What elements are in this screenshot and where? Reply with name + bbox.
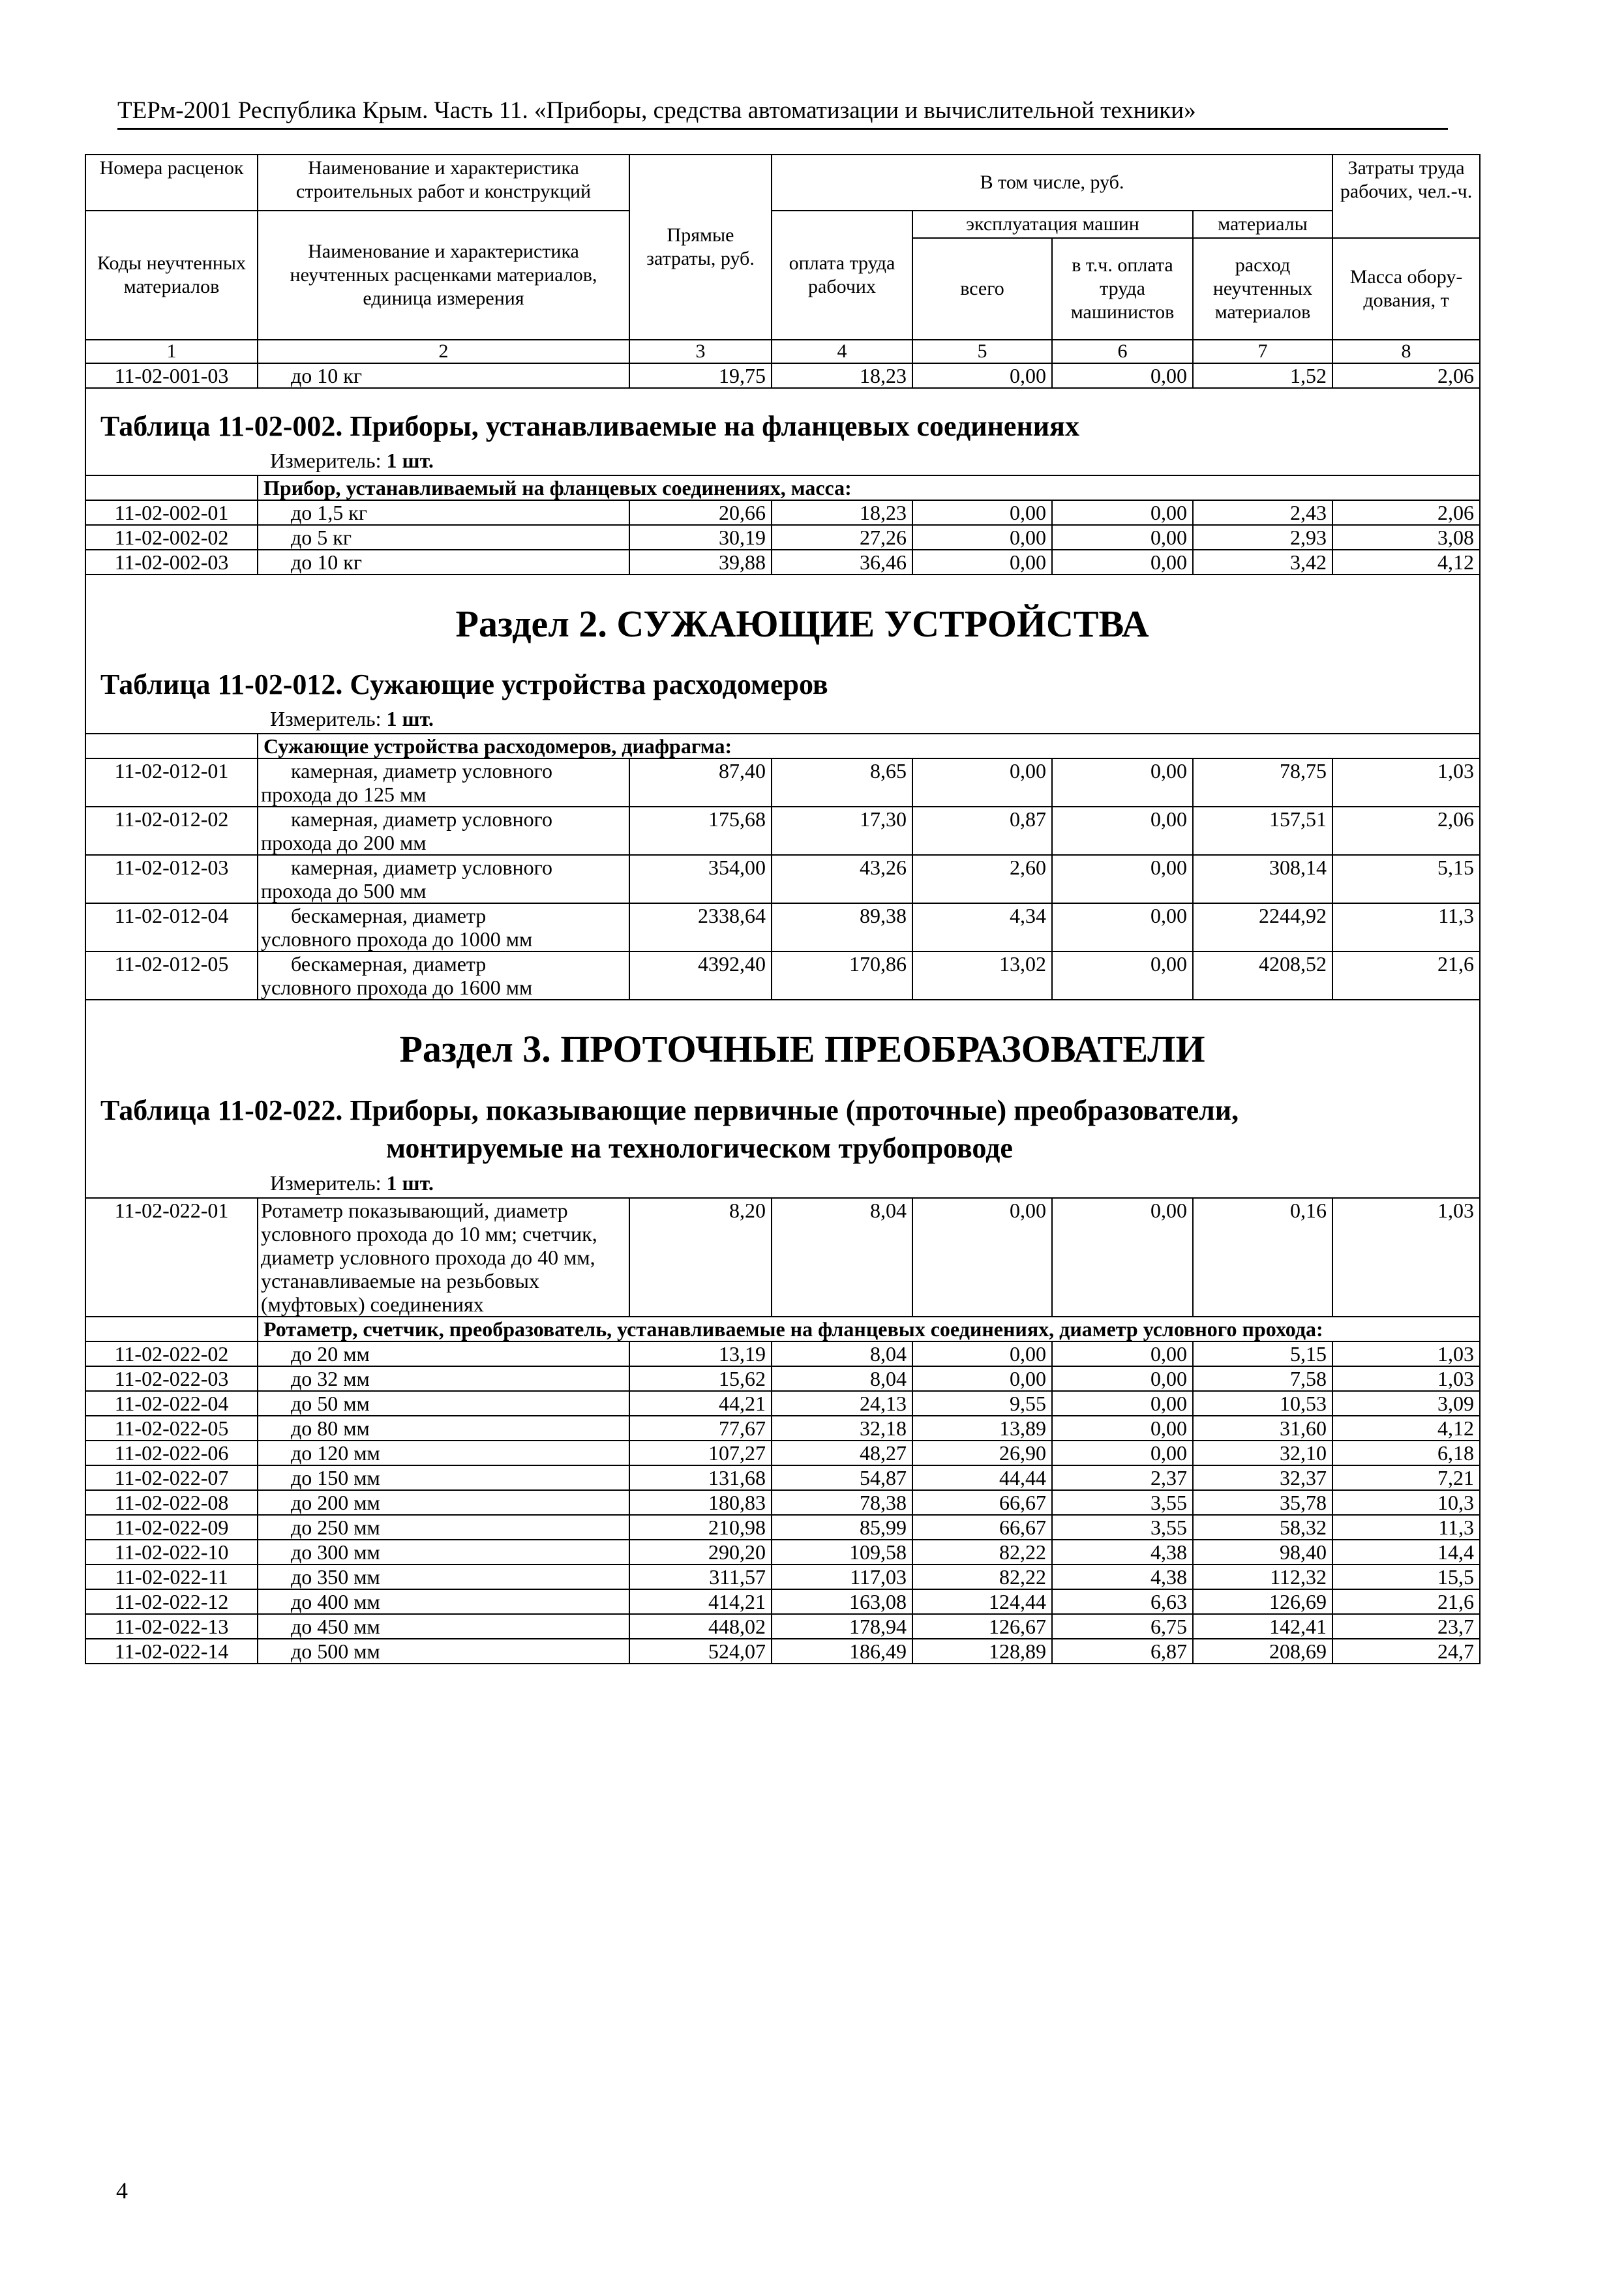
col3-header: Прямые затраты, руб. [629,155,772,340]
machinist-labor-cell: 3,55 [1052,1490,1193,1515]
group-label: Сужающие устройства расходомеров, диафрагма: [258,734,1480,758]
machinist-labor-cell: 6,87 [1052,1639,1193,1664]
name-cell: до 500 мм [258,1639,629,1664]
group-spacer [85,1317,258,1341]
labor-hours-cell: 11,3 [1332,1515,1480,1540]
machines-total-cell: 0,00 [912,550,1052,575]
machines-total-cell: 0,00 [912,758,1052,807]
labor-hours-cell: 5,15 [1332,855,1480,903]
machinist-labor-cell: 0,00 [1052,1366,1193,1391]
machines-total-cell: 82,22 [912,1540,1052,1564]
section-heading [85,575,1480,647]
code-cell: 11-02-022-04 [85,1391,258,1416]
col5-header: всего [912,238,1052,340]
table-row [85,1515,1480,1540]
name-cell [258,758,629,807]
direct-cost-cell: 290,20 [629,1540,772,1564]
labor-cost-cell: 48,27 [772,1441,912,1465]
labor-hours-cell: 2,06 [1332,807,1480,855]
materials-cell: 10,53 [1193,1391,1332,1416]
direct-cost-cell: 19,75 [629,363,772,388]
unit-row [85,447,1480,475]
name-cell: до 450 мм [258,1614,629,1639]
labor-hours-cell: 1,03 [1332,1198,1480,1317]
table-row [85,1198,1480,1317]
labor-hours-cell: 21,6 [1332,951,1480,1000]
table-row [85,1589,1480,1614]
name-cell: до 350 мм [258,1564,629,1589]
direct-cost-cell: 448,02 [629,1614,772,1639]
labor-hours-cell: 2,06 [1332,363,1480,388]
materials-cell: 31,60 [1193,1416,1332,1441]
table-row [85,525,1480,550]
labor-hours-cell: 3,09 [1332,1391,1480,1416]
machines-total-cell: 0,00 [912,363,1052,388]
col6-header: в т.ч. оплата труда машинистов [1052,238,1193,340]
table-row [85,807,1480,855]
table-row [85,1465,1480,1490]
labor-cost-cell: 117,03 [772,1564,912,1589]
labor-cost-cell: 78,38 [772,1490,912,1515]
labor-cost-cell: 54,87 [772,1465,912,1490]
name-line-2: условного прохода до 1000 мм [261,927,533,951]
table-row [85,1441,1480,1465]
column-number: 2 [258,340,629,363]
name-cell: до 300 мм [258,1540,629,1564]
rates-table [85,154,1481,1664]
labor-cost-cell: 27,26 [772,525,912,550]
machines-total-cell: 128,89 [912,1639,1052,1664]
labor-cost-cell: 8,04 [772,1198,912,1317]
name-cell: до 5 кг [258,525,629,550]
direct-cost-cell: 354,00 [629,855,772,903]
group-label: Ротаметр, счетчик, преобразователь, устанавливаемые на фланцевых соединениях, диаметр условного прохода: [258,1317,1480,1341]
code-cell: 11-02-001-03 [85,363,258,388]
labor-cost-cell: 170,86 [772,951,912,1000]
name-cell: до 200 мм [258,1490,629,1515]
machines-total-cell: 0,00 [912,1366,1052,1391]
machines-total-cell: 13,89 [912,1416,1052,1441]
labor-hours-cell: 4,12 [1332,550,1480,575]
column-number: 5 [912,340,1052,363]
table-row [85,1564,1480,1589]
code-cell: 11-02-012-05 [85,951,258,1000]
name-line-2: условного прохода до 1600 мм [261,976,533,999]
materials-cell: 58,32 [1193,1515,1332,1540]
code-cell: 11-02-012-04 [85,903,258,951]
code-cell: 11-02-012-02 [85,807,258,855]
unit-cell [85,447,1480,475]
col1-header-top: Номера расценок [85,155,258,211]
table-row [85,1391,1480,1416]
labor-hours-cell: 1,03 [1332,1341,1480,1366]
table-row [85,1366,1480,1391]
labor-cost-cell: 36,46 [772,550,912,575]
name-cell: до 120 мм [258,1441,629,1465]
name-cell: до 150 мм [258,1465,629,1490]
col4-header: оплата труда рабочих [772,211,912,340]
materials-cell: 78,75 [1193,758,1332,807]
direct-cost-cell: 77,67 [629,1416,772,1441]
direct-cost-cell: 524,07 [629,1639,772,1664]
machinist-labor-cell: 6,63 [1052,1589,1193,1614]
col8-header-top: Затраты труда рабочих, чел.-ч. [1332,155,1480,238]
direct-cost-cell: 44,21 [629,1391,772,1416]
labor-cost-cell: 89,38 [772,903,912,951]
group-row [85,734,1480,758]
machinist-labor-cell: 0,00 [1052,855,1193,903]
labor-cost-cell: 24,13 [772,1391,912,1416]
table-012-title [85,647,1480,706]
col1-header-bottom: Коды неучтенных материалов [85,211,258,340]
machines-total-cell: 0,87 [912,807,1052,855]
machines-total-cell: 0,00 [912,500,1052,525]
direct-cost-cell: 180,83 [629,1490,772,1515]
labor-cost-cell: 163,08 [772,1589,912,1614]
materials-cell: 35,78 [1193,1490,1332,1515]
group-row [85,1317,1480,1341]
column-number: 3 [629,340,772,363]
table-row [85,1490,1480,1515]
labor-cost-cell: 43,26 [772,855,912,903]
machinist-labor-cell: 0,00 [1052,951,1193,1000]
direct-cost-cell: 131,68 [629,1465,772,1490]
header-row-2 [85,211,1480,238]
materials-header: материалы [1193,211,1332,238]
labor-cost-cell: 186,49 [772,1639,912,1664]
materials-cell: 4208,52 [1193,951,1332,1000]
direct-cost-cell: 414,21 [629,1589,772,1614]
labor-hours-cell: 4,12 [1332,1416,1480,1441]
materials-cell: 142,41 [1193,1614,1332,1639]
direct-cost-cell: 311,57 [629,1564,772,1589]
code-cell: 11-02-022-13 [85,1614,258,1639]
materials-cell: 32,10 [1193,1441,1332,1465]
machinist-labor-cell: 4,38 [1052,1564,1193,1589]
name-cell [258,855,629,903]
code-cell: 11-02-002-02 [85,525,258,550]
name-cell: до 20 мм [258,1341,629,1366]
machinist-labor-cell: 0,00 [1052,903,1193,951]
labor-cost-cell: 109,58 [772,1540,912,1564]
materials-cell: 98,40 [1193,1540,1332,1564]
table-row [85,855,1480,903]
name-cell [258,903,629,951]
table-row [85,758,1480,807]
code-cell: 11-02-002-01 [85,500,258,525]
name-cell: до 400 мм [258,1589,629,1614]
section-title: Раздел 3. ПРОТОЧНЫЕ ПРЕОБРАЗОВАТЕЛИ [399,1028,1205,1070]
table-022-title [85,1072,1480,1170]
labor-cost-cell: 18,23 [772,363,912,388]
machinist-labor-cell: 3,55 [1052,1515,1193,1540]
table-row [85,550,1480,575]
direct-cost-cell: 2338,64 [629,903,772,951]
direct-cost-cell: 4392,40 [629,951,772,1000]
group-row [85,475,1480,500]
table-row [85,363,1480,388]
section-title: Раздел 2. СУЖАЮЩИЕ УСТРОЙСТВА [455,603,1149,645]
machinist-labor-cell: 4,38 [1052,1540,1193,1564]
table-row [85,1341,1480,1366]
name-cell: до 250 мм [258,1515,629,1540]
code-cell: 11-02-022-01 [85,1198,258,1317]
unit-label: Измеритель: [270,707,382,730]
machinist-labor-cell: 0,00 [1052,525,1193,550]
direct-cost-cell: 15,62 [629,1366,772,1391]
code-cell: 11-02-022-11 [85,1564,258,1589]
materials-cell: 1,52 [1193,363,1332,388]
materials-cell: 7,58 [1193,1366,1332,1391]
direct-cost-cell: 13,19 [629,1341,772,1366]
page-header: ТЕРм-2001 Республика Крым. Часть 11. «Приборы, средства автоматизации и вычислительной техники» [117,97,1448,130]
labor-hours-cell: 1,03 [1332,1366,1480,1391]
labor-hours-cell: 6,18 [1332,1441,1480,1465]
direct-cost-cell: 175,68 [629,807,772,855]
table-row [85,903,1480,951]
name-cell [258,951,629,1000]
code-cell: 11-02-022-08 [85,1490,258,1515]
name-line-1: камерная, диаметр условного [291,807,552,831]
code-cell: 11-02-022-14 [85,1639,258,1664]
labor-hours-cell: 15,5 [1332,1564,1480,1589]
column-number: 1 [85,340,258,363]
machines-total-cell: 0,00 [912,1341,1052,1366]
table-row [85,1614,1480,1639]
name-cell: до 80 мм [258,1416,629,1441]
labor-cost-cell: 8,04 [772,1366,912,1391]
code-cell: 11-02-022-07 [85,1465,258,1490]
labor-cost-cell: 17,30 [772,807,912,855]
name-cell: до 50 мм [258,1391,629,1416]
name-cell: до 1,5 кг [258,500,629,525]
unit-row [85,1170,1480,1198]
labor-hours-cell: 24,7 [1332,1639,1480,1664]
materials-cell: 2244,92 [1193,903,1332,951]
name-line-1: бескамерная, диаметр [291,904,487,927]
name-cell: Ротаметр показывающий, диаметр условного прохода до 10 мм; счетчик, диаметр условного прохода до 40 мм, устанавливаемые на резьбовых (муфтовых) соединениях [258,1198,629,1317]
included-header: В том числе, руб. [772,155,1332,211]
name-line-2: прохода до 500 мм [261,879,427,903]
direct-cost-cell: 8,20 [629,1198,772,1317]
table-title: Таблица 11-02-012. Сужающие устройства расходомеров [85,647,1480,706]
name-line-2: прохода до 200 мм [261,831,427,854]
section-heading [85,1000,1480,1072]
name-line-1: камерная, диаметр условного [291,856,552,879]
name-cell: до 10 кг [258,550,629,575]
direct-cost-cell: 20,66 [629,500,772,525]
machinist-labor-cell: 0,00 [1052,758,1193,807]
labor-cost-cell: 32,18 [772,1416,912,1441]
materials-cell: 157,51 [1193,807,1332,855]
labor-hours-cell: 7,21 [1332,1465,1480,1490]
labor-hours-cell: 23,7 [1332,1614,1480,1639]
table-title [85,1072,1480,1170]
code-cell: 11-02-022-12 [85,1589,258,1614]
col2-header-top: Наименование и характеристика строительных работ и конструкций [258,155,629,211]
machinist-labor-cell: 0,00 [1052,807,1193,855]
machines-total-cell: 13,02 [912,951,1052,1000]
page-number: 4 [116,2177,128,2204]
direct-cost-cell: 30,19 [629,525,772,550]
machinist-labor-cell: 6,75 [1052,1614,1193,1639]
code-cell: 11-02-012-01 [85,758,258,807]
group-label: Прибор, устанавливаемый на фланцевых соединениях, масса: [258,475,1480,500]
materials-cell: 5,15 [1193,1341,1332,1366]
machines-total-cell: 44,44 [912,1465,1052,1490]
code-cell: 11-02-022-05 [85,1416,258,1441]
column-numbers-row [85,340,1480,363]
column-number: 7 [1193,340,1332,363]
materials-cell: 2,43 [1193,500,1332,525]
header-row-1 [85,155,1480,211]
code-cell: 11-02-022-03 [85,1366,258,1391]
code-cell: 11-02-012-03 [85,855,258,903]
name-line-2: прохода до 125 мм [261,783,427,806]
unit-row [85,706,1480,734]
machinist-labor-cell: 0,00 [1052,1416,1193,1441]
column-number: 8 [1332,340,1480,363]
machines-total-cell: 82,22 [912,1564,1052,1589]
table-row [85,1639,1480,1664]
code-cell: 11-02-022-09 [85,1515,258,1540]
materials-cell: 32,37 [1193,1465,1332,1490]
name-cell: до 32 мм [258,1366,629,1391]
machines-total-cell: 0,00 [912,1198,1052,1317]
table-002-title [85,388,1480,447]
labor-hours-cell: 14,4 [1332,1540,1480,1564]
machinist-labor-cell: 0,00 [1052,1341,1193,1366]
unit-value: 1 шт. [386,449,434,472]
col8-header-bottom: Масса обору-дования, т [1332,238,1480,340]
table-row [85,951,1480,1000]
name-line-1: камерная, диаметр условного [291,759,552,783]
materials-cell: 126,69 [1193,1589,1332,1614]
materials-cell: 208,69 [1193,1639,1332,1664]
table-row [85,1540,1480,1564]
unit-value: 1 шт. [386,1171,434,1195]
name-cell: до 10 кг [258,363,629,388]
unit-value: 1 шт. [386,707,434,730]
labor-hours-cell: 21,6 [1332,1589,1480,1614]
materials-cell: 112,32 [1193,1564,1332,1589]
labor-hours-cell: 1,03 [1332,758,1480,807]
direct-cost-cell: 87,40 [629,758,772,807]
section-row [85,575,1480,647]
table-title: Таблица 11-02-002. Приборы, устанавливаемые на фланцевых соединениях [85,388,1480,447]
labor-hours-cell: 3,08 [1332,525,1480,550]
unit-cell [85,706,1480,734]
labor-cost-cell: 178,94 [772,1614,912,1639]
machines-total-cell: 66,67 [912,1515,1052,1540]
machinist-labor-cell: 0,00 [1052,550,1193,575]
machines-total-cell: 2,60 [912,855,1052,903]
labor-hours-cell: 2,06 [1332,500,1480,525]
machines-total-cell: 124,44 [912,1589,1052,1614]
labor-cost-cell: 8,04 [772,1341,912,1366]
name-cell [258,807,629,855]
machines-total-cell: 66,67 [912,1490,1052,1515]
column-number: 4 [772,340,912,363]
code-cell: 11-02-022-10 [85,1540,258,1564]
machinist-labor-cell: 0,00 [1052,363,1193,388]
materials-cell: 308,14 [1193,855,1332,903]
code-cell: 11-02-022-06 [85,1441,258,1465]
machines-header: эксплуатация машин [912,211,1193,238]
machines-total-cell: 26,90 [912,1441,1052,1465]
machines-total-cell: 4,34 [912,903,1052,951]
machinist-labor-cell: 2,37 [1052,1465,1193,1490]
unit-label: Измеритель: [270,1171,382,1195]
unit-label: Измеритель: [270,449,382,472]
col2-header-bottom: Наименование и характеристика неучтенных расценками материалов, единица измерения [258,211,629,340]
machines-total-cell: 126,67 [912,1614,1052,1639]
machinist-labor-cell: 0,00 [1052,1391,1193,1416]
section-row [85,1000,1480,1072]
machinist-labor-cell: 0,00 [1052,1198,1193,1317]
table-row [85,1416,1480,1441]
group-spacer [85,475,258,500]
title-line-1: Таблица 11-02-022. Приборы, показывающие первичные (проточные) преобразователи, [100,1094,1239,1126]
col7-header: расход неучтенных материалов [1193,238,1332,340]
direct-cost-cell: 210,98 [629,1515,772,1540]
group-spacer [85,734,258,758]
direct-cost-cell: 107,27 [629,1441,772,1465]
materials-cell: 2,93 [1193,525,1332,550]
machines-total-cell: 0,00 [912,525,1052,550]
labor-cost-cell: 8,65 [772,758,912,807]
column-number: 6 [1052,340,1193,363]
materials-cell: 0,16 [1193,1198,1332,1317]
unit-cell [85,1170,1480,1198]
code-cell: 11-02-022-02 [85,1341,258,1366]
table-row [85,500,1480,525]
labor-cost-cell: 85,99 [772,1515,912,1540]
labor-hours-cell: 10,3 [1332,1490,1480,1515]
direct-cost-cell: 39,88 [629,550,772,575]
labor-cost-cell: 18,23 [772,500,912,525]
machinist-labor-cell: 0,00 [1052,500,1193,525]
labor-hours-cell: 11,3 [1332,903,1480,951]
title-line-2: монтируемые на технологическом трубопроводе [386,1132,1013,1164]
machines-total-cell: 9,55 [912,1391,1052,1416]
name-line-1: бескамерная, диаметр [291,952,487,976]
machinist-labor-cell: 0,00 [1052,1441,1193,1465]
materials-cell: 3,42 [1193,550,1332,575]
code-cell: 11-02-002-03 [85,550,258,575]
